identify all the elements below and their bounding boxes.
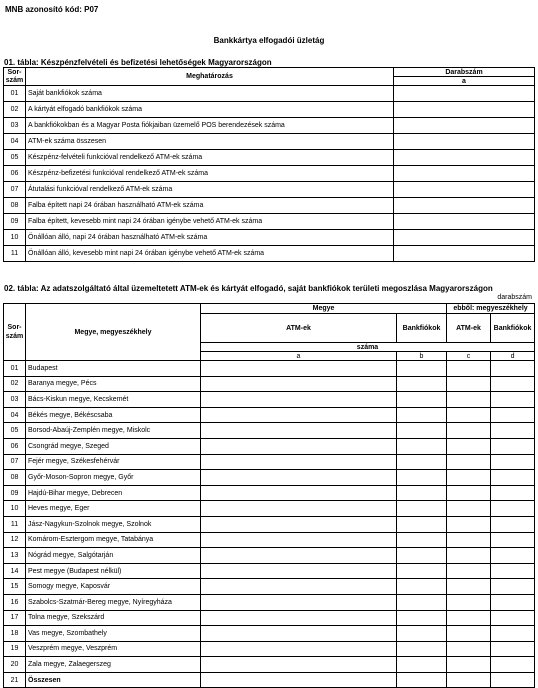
table2-header-szama: száma — [201, 343, 535, 352]
atm-seat-input-cell[interactable] — [447, 610, 491, 626]
table2-row — [4, 563, 535, 579]
table2-unit: darabszám — [497, 294, 532, 301]
table1-row — [4, 86, 535, 102]
row-number: 09 — [4, 485, 26, 501]
bankfiok-input-cell[interactable] — [397, 672, 447, 688]
mnb-code: MNB azonosító kód: P07 — [5, 5, 99, 14]
bankfiok-seat-input-cell[interactable] — [491, 548, 535, 564]
table1-row — [4, 198, 535, 214]
table1-row — [4, 246, 535, 262]
atm-input-cell[interactable] — [201, 438, 397, 454]
bankfiok-seat-input-cell[interactable] — [491, 423, 535, 439]
row-label: Pest megye (Budapest nélkül) — [26, 563, 201, 579]
table2-row — [4, 361, 535, 377]
row-number: 07 — [4, 182, 26, 198]
table2-header-county: Megye, megyeszékhely — [26, 304, 201, 361]
atm-seat-input-cell[interactable] — [447, 594, 491, 610]
row-label: Bács-Kiskun megye, Kecskemét — [26, 392, 201, 408]
row-number: 06 — [4, 166, 26, 182]
atm-input-cell[interactable] — [201, 470, 397, 486]
table1-row — [4, 150, 535, 166]
atm-seat-input-cell[interactable] — [447, 470, 491, 486]
bankfiok-input-cell[interactable] — [397, 438, 447, 454]
atm-seat-input-cell[interactable] — [447, 485, 491, 501]
row-label: Vas megye, Szombathely — [26, 626, 201, 642]
table1-header-sorszam: Sor- szám — [4, 68, 26, 86]
row-number: 01 — [4, 86, 26, 102]
row-number: 03 — [4, 118, 26, 134]
row-number: 09 — [4, 214, 26, 230]
atm-input-cell[interactable] — [201, 485, 397, 501]
table1-header-col-a: a — [394, 77, 535, 86]
row-number: 02 — [4, 102, 26, 118]
bankfiok-input-cell[interactable] — [397, 626, 447, 642]
row-label: Baranya megye, Pécs — [26, 376, 201, 392]
atm-input-cell[interactable] — [201, 610, 397, 626]
atm-input-cell[interactable] — [201, 626, 397, 642]
row-number: 19 — [4, 641, 26, 657]
row-label: Veszprém megye, Veszprém — [26, 641, 201, 657]
table1-row — [4, 230, 535, 246]
row-label: Komárom-Esztergom megye, Tatabánya — [26, 532, 201, 548]
table1-row — [4, 102, 535, 118]
atm-seat-input-cell[interactable] — [447, 641, 491, 657]
table2-row — [4, 485, 535, 501]
atm-input-cell[interactable] — [201, 532, 397, 548]
row-label: Átutalási funkcióval rendelkező ATM-ek száma — [26, 182, 394, 198]
row-number: 01 — [4, 361, 26, 377]
atm-input-cell[interactable] — [201, 361, 397, 377]
row-number: 04 — [4, 134, 26, 150]
atm-input-cell[interactable] — [201, 516, 397, 532]
row-label: Falba épített napi 24 órában használható ATM-ek száma — [26, 198, 394, 214]
bankfiok-input-cell[interactable] — [397, 641, 447, 657]
count-input-cell[interactable] — [394, 86, 535, 102]
table1-header-count: Darabszám — [394, 68, 535, 77]
bankfiok-seat-input-cell[interactable] — [491, 501, 535, 517]
row-label: ATM-ek száma összesen — [26, 134, 394, 150]
table2-header-atm-seat: ATM-ek — [447, 314, 491, 343]
table2-header-sorszam: Sor- szám — [4, 304, 26, 361]
table1 — [3, 67, 535, 262]
atm-seat-input-cell[interactable] — [447, 407, 491, 423]
atm-seat-input-cell[interactable] — [447, 361, 491, 377]
bankfiok-input-cell[interactable] — [397, 610, 447, 626]
table2-row — [4, 407, 535, 423]
atm-input-cell[interactable] — [201, 641, 397, 657]
bankfiok-seat-input-cell[interactable] — [491, 454, 535, 470]
bankfiok-seat-input-cell[interactable] — [491, 485, 535, 501]
row-number: 18 — [4, 626, 26, 642]
report-title: Bankkártya elfogadói üzletág — [213, 36, 325, 45]
bankfiok-seat-input-cell[interactable] — [491, 579, 535, 595]
row-label: Hajdú-Bihar megye, Debrecen — [26, 485, 201, 501]
row-label: Fejér megye, Székesfehérvár — [26, 454, 201, 470]
bankfiok-seat-input-cell[interactable] — [491, 672, 535, 688]
table2-row — [4, 376, 535, 392]
row-label: A kártyát elfogadó bankfiókok száma — [26, 102, 394, 118]
row-number: 20 — [4, 657, 26, 673]
bankfiok-input-cell[interactable] — [397, 532, 447, 548]
atm-input-cell[interactable] — [201, 376, 397, 392]
row-label: Önállóan álló, napi 24 órában használható ATM-ek száma — [26, 230, 394, 246]
bankfiok-input-cell[interactable] — [397, 407, 447, 423]
row-label: Budapest — [26, 361, 201, 377]
bankfiok-seat-input-cell[interactable] — [491, 470, 535, 486]
bankfiok-input-cell[interactable] — [397, 376, 447, 392]
atm-seat-input-cell[interactable] — [447, 579, 491, 595]
table2 — [3, 303, 535, 688]
count-input-cell[interactable] — [394, 118, 535, 134]
atm-input-cell[interactable] — [201, 657, 397, 673]
count-input-cell[interactable] — [394, 150, 535, 166]
row-number: 05 — [4, 150, 26, 166]
atm-seat-input-cell[interactable] — [447, 657, 491, 673]
bankfiok-seat-input-cell[interactable] — [491, 438, 535, 454]
table2-header-bankfiok-seat: Bankfiókok — [491, 314, 535, 343]
row-number: 12 — [4, 532, 26, 548]
bankfiok-input-cell[interactable] — [397, 501, 447, 517]
row-label: A bankfiókokban és a Magyar Posta fiókjaiban üzemelő POS berendezések száma — [26, 118, 394, 134]
row-number: 10 — [4, 230, 26, 246]
count-input-cell[interactable] — [394, 198, 535, 214]
bankfiok-input-cell[interactable] — [397, 657, 447, 673]
bankfiok-input-cell[interactable] — [397, 548, 447, 564]
count-input-cell[interactable] — [394, 246, 535, 262]
table2-header-letter-d: d — [491, 352, 535, 361]
atm-input-cell[interactable] — [201, 594, 397, 610]
row-number: 08 — [4, 198, 26, 214]
row-label: Készpénz-felvételi funkcióval rendelkező ATM-ek száma — [26, 150, 394, 166]
table1-header-definition: Meghatározás — [26, 68, 394, 86]
row-number: 04 — [4, 407, 26, 423]
table2-header-letter-b: b — [397, 352, 447, 361]
table2-caption: 02. tábla: Az adatszolgáltató által üzemeltetett ATM-ek és kártyát elfogadó, saját bankfiókok területi megoszlása Magyarországon — [4, 284, 493, 293]
atm-seat-input-cell[interactable] — [447, 392, 491, 408]
row-label: Tolna megye, Szekszárd — [26, 610, 201, 626]
bankfiok-seat-input-cell[interactable] — [491, 532, 535, 548]
row-number: 11 — [4, 246, 26, 262]
atm-seat-input-cell[interactable] — [447, 454, 491, 470]
row-label: Zala megye, Zalaegerszeg — [26, 657, 201, 673]
row-label: Összesen — [26, 672, 201, 688]
row-number: 08 — [4, 470, 26, 486]
bankfiok-seat-input-cell[interactable] — [491, 563, 535, 579]
atm-seat-input-cell[interactable] — [447, 438, 491, 454]
table1-row — [4, 118, 535, 134]
bankfiok-input-cell[interactable] — [397, 361, 447, 377]
row-label: Saját bankfiókok száma — [26, 86, 394, 102]
row-label: Készpénz-befizetési funkcióval rendelkező ATM-ek száma — [26, 166, 394, 182]
bankfiok-seat-input-cell[interactable] — [491, 361, 535, 377]
atm-input-cell[interactable] — [201, 548, 397, 564]
atm-seat-input-cell[interactable] — [447, 516, 491, 532]
atm-seat-input-cell[interactable] — [447, 423, 491, 439]
row-number: 17 — [4, 610, 26, 626]
row-label: Heves megye, Eger — [26, 501, 201, 517]
atm-seat-input-cell[interactable] — [447, 501, 491, 517]
atm-input-cell[interactable] — [201, 454, 397, 470]
table2-row — [4, 454, 535, 470]
table2-header-ebbol: ebből: megyeszékhely — [447, 304, 535, 314]
table2-row — [4, 532, 535, 548]
row-label: Somogy megye, Kaposvár — [26, 579, 201, 595]
atm-input-cell[interactable] — [201, 501, 397, 517]
row-number: 16 — [4, 594, 26, 610]
row-number: 13 — [4, 548, 26, 564]
atm-seat-input-cell[interactable] — [447, 563, 491, 579]
bankfiok-seat-input-cell[interactable] — [491, 516, 535, 532]
bankfiok-input-cell[interactable] — [397, 579, 447, 595]
table2-row — [4, 501, 535, 517]
table2-row — [4, 516, 535, 532]
table2-row — [4, 438, 535, 454]
table1-row — [4, 182, 535, 198]
bankfiok-input-cell[interactable] — [397, 563, 447, 579]
bankfiok-input-cell[interactable] — [397, 454, 447, 470]
row-number: 21 — [4, 672, 26, 688]
row-label: Csongrád megye, Szeged — [26, 438, 201, 454]
table2-row — [4, 423, 535, 439]
bankfiok-seat-input-cell[interactable] — [491, 376, 535, 392]
table2-row — [4, 626, 535, 642]
atm-seat-input-cell[interactable] — [447, 672, 491, 688]
bankfiok-seat-input-cell[interactable] — [491, 392, 535, 408]
atm-input-cell[interactable] — [201, 672, 397, 688]
bankfiok-input-cell[interactable] — [397, 470, 447, 486]
bankfiok-seat-input-cell[interactable] — [491, 657, 535, 673]
atm-seat-input-cell[interactable] — [447, 532, 491, 548]
table1-row — [4, 214, 535, 230]
row-label: Békés megye, Békéscsaba — [26, 407, 201, 423]
row-label: Nógrád megye, Salgótarján — [26, 548, 201, 564]
row-number: 10 — [4, 501, 26, 517]
bankfiok-input-cell[interactable] — [397, 594, 447, 610]
atm-seat-input-cell[interactable] — [447, 376, 491, 392]
row-number: 15 — [4, 579, 26, 595]
table2-header-atm: ATM-ek — [201, 314, 397, 343]
row-number: 07 — [4, 454, 26, 470]
bankfiok-input-cell[interactable] — [397, 516, 447, 532]
bankfiok-seat-input-cell[interactable] — [491, 641, 535, 657]
atm-input-cell[interactable] — [201, 392, 397, 408]
table2-row — [4, 579, 535, 595]
row-label: Szabolcs-Szatmár-Bereg megye, Nyíregyháza — [26, 594, 201, 610]
row-number: 11 — [4, 516, 26, 532]
row-label: Borsod-Abaúj-Zemplén megye, Miskolc — [26, 423, 201, 439]
table2-row — [4, 392, 535, 408]
row-label: Győr-Moson-Sopron megye, Győr — [26, 470, 201, 486]
count-input-cell[interactable] — [394, 182, 535, 198]
bankfiok-seat-input-cell[interactable] — [491, 407, 535, 423]
table2-header-bankfiok: Bankfiókok — [397, 314, 447, 343]
table1-row — [4, 134, 535, 150]
table2-row — [4, 641, 535, 657]
atm-input-cell[interactable] — [201, 563, 397, 579]
count-input-cell[interactable] — [394, 102, 535, 118]
table2-header-letter-c: c — [447, 352, 491, 361]
atm-input-cell[interactable] — [201, 579, 397, 595]
row-label: Önállóan álló, kevesebb mint napi 24 órában igénybe vehető ATM-ek száma — [26, 246, 394, 262]
bankfiok-input-cell[interactable] — [397, 423, 447, 439]
row-number: 14 — [4, 563, 26, 579]
table2-row — [4, 470, 535, 486]
bankfiok-input-cell[interactable] — [397, 485, 447, 501]
row-number: 02 — [4, 376, 26, 392]
count-input-cell[interactable] — [394, 134, 535, 150]
count-input-cell[interactable] — [394, 230, 535, 246]
row-number: 05 — [4, 423, 26, 439]
atm-seat-input-cell[interactable] — [447, 626, 491, 642]
bankfiok-seat-input-cell[interactable] — [491, 594, 535, 610]
atm-seat-input-cell[interactable] — [447, 548, 491, 564]
row-label: Jász-Nagykun-Szolnok megye, Szolnok — [26, 516, 201, 532]
atm-input-cell[interactable] — [201, 407, 397, 423]
row-number: 06 — [4, 438, 26, 454]
table2-row — [4, 672, 535, 688]
count-input-cell[interactable] — [394, 214, 535, 230]
table2-row — [4, 548, 535, 564]
row-number: 03 — [4, 392, 26, 408]
table2-row — [4, 610, 535, 626]
bankfiok-seat-input-cell[interactable] — [491, 626, 535, 642]
bankfiok-input-cell[interactable] — [397, 392, 447, 408]
table2-row — [4, 594, 535, 610]
count-input-cell[interactable] — [394, 166, 535, 182]
bankfiok-seat-input-cell[interactable] — [491, 610, 535, 626]
table2-header-megye: Megye — [201, 304, 447, 314]
table2-row — [4, 657, 535, 673]
table1-row — [4, 166, 535, 182]
table1-caption: 01. tábla: Készpénzfelvételi és befizetési lehetőségek Magyarországon — [4, 58, 272, 67]
atm-input-cell[interactable] — [201, 423, 397, 439]
row-label: Falba épített, kevesebb mint napi 24 órában igénybe vehető ATM-ek száma — [26, 214, 394, 230]
table2-header-letter-a: a — [201, 352, 397, 361]
